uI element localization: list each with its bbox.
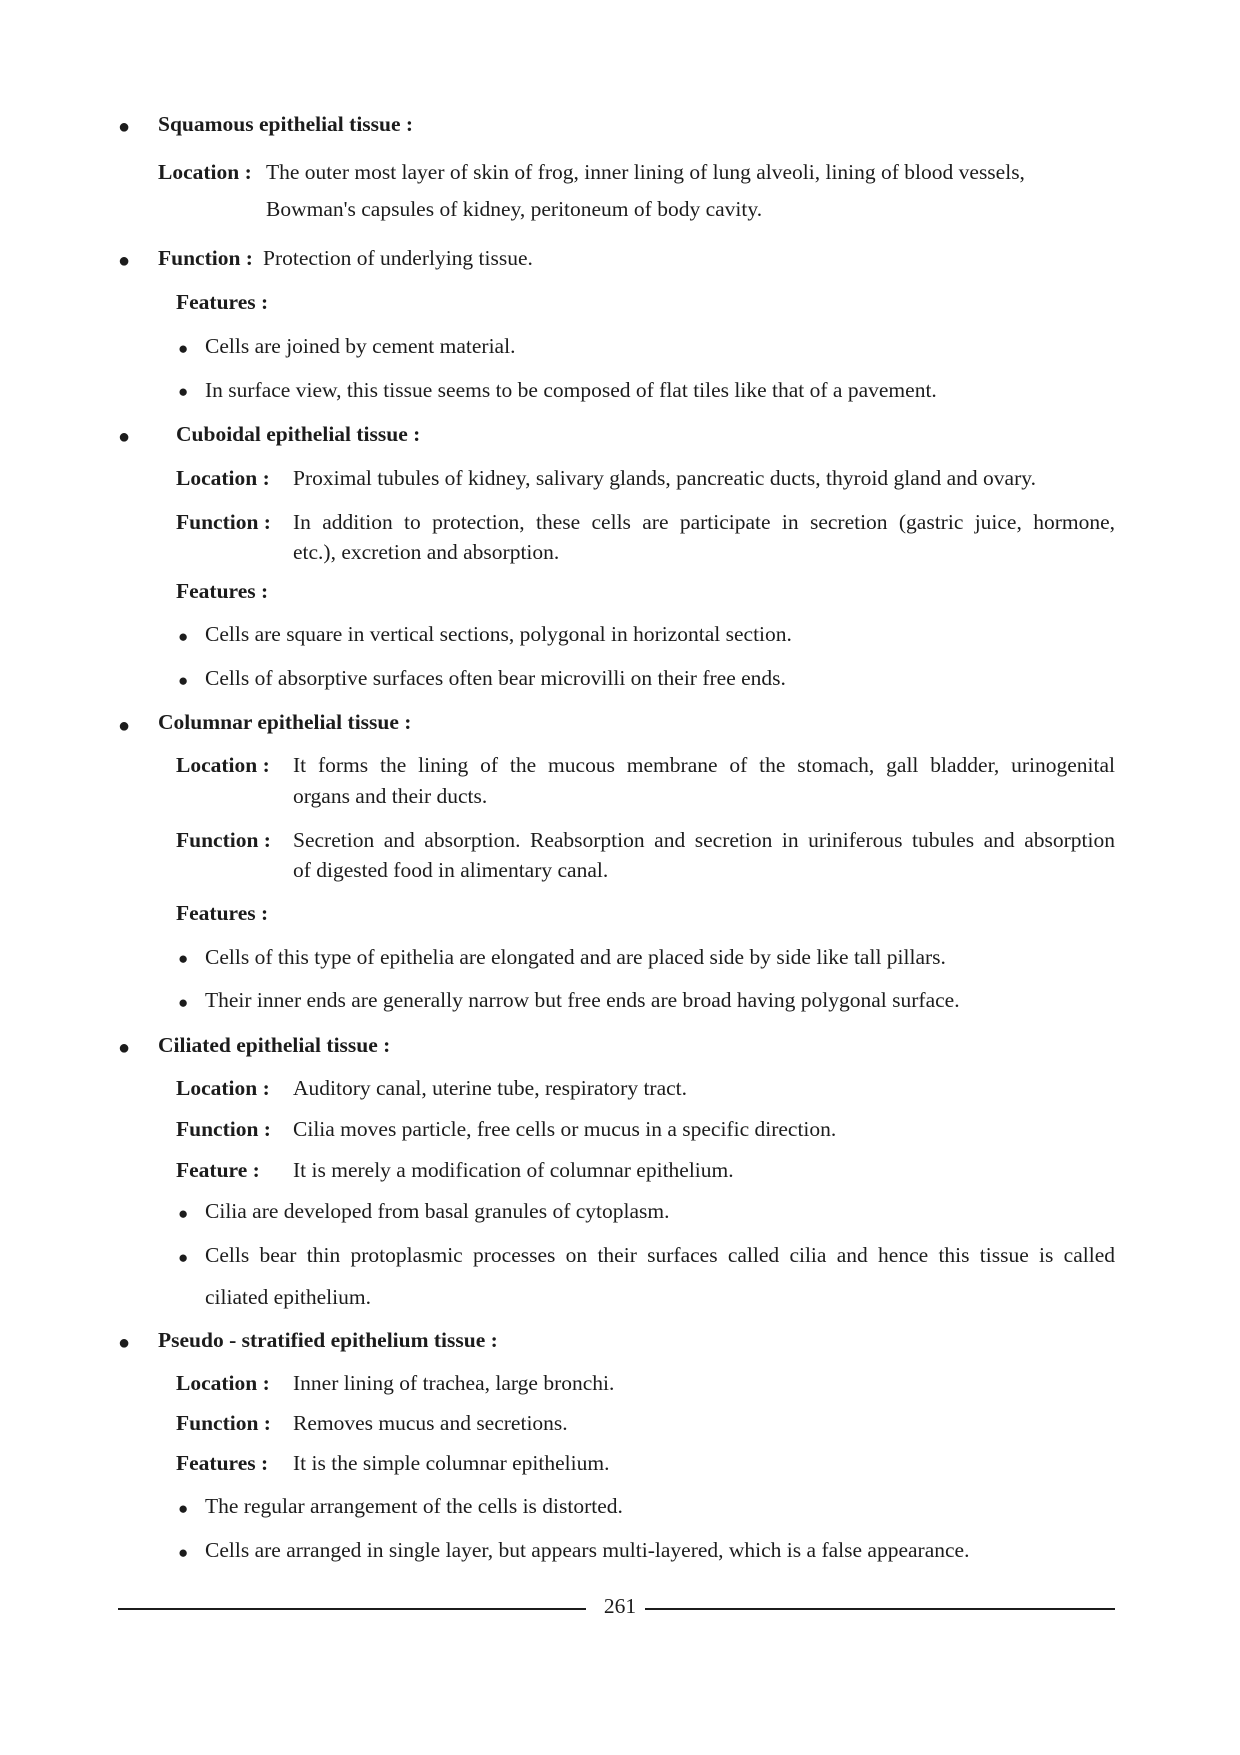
function-text: of digested food in alimentary canal. <box>293 858 609 882</box>
location-text: Inner lining of trachea, large bronchi. <box>293 1371 615 1395</box>
feature-text: It is merely a modification of columnar epithelium. <box>293 1158 734 1182</box>
bullet-icon: ● <box>178 1204 189 1223</box>
function-text: In addition to protection, these cells are participate in secretion (gastric juice, hormone, <box>293 510 1115 534</box>
location-text: It forms the lining of the mucous membrane of the stomach, gall bladder, urinogenital <box>293 753 1115 777</box>
feature-item: Cells of this type of epithelia are elongated and are placed side by side like tall pillars. <box>205 945 946 969</box>
bullet-icon: ● <box>178 1499 189 1518</box>
bullet-icon: ● <box>178 1543 189 1562</box>
location-text: Bowman's capsules of kidney, peritoneum of body cavity. <box>266 197 763 221</box>
location-label: Location : <box>176 753 270 777</box>
section-title-columnar: Columnar epithelial tissue : <box>158 710 412 734</box>
section-title-cuboidal: Cuboidal epithelial tissue : <box>176 422 421 446</box>
feature-item: Cells are arranged in single layer, but appears multi-layered, which is a false appearance. <box>205 1538 970 1562</box>
feature-item: Cilia are developed from basal granules of cytoplasm. <box>205 1199 670 1223</box>
section-title-pseudo-stratified: Pseudo - stratified epithelium tissue : <box>158 1328 498 1352</box>
bullet-icon: ● <box>118 1332 131 1354</box>
footer-rule-left <box>118 1608 586 1610</box>
page-number: 261 <box>603 1594 637 1618</box>
function-label: Function : <box>176 1117 271 1141</box>
feature-label: Feature : <box>176 1158 260 1182</box>
features-label: Features : <box>176 579 269 603</box>
location-label: Location : <box>176 466 270 490</box>
bullet-icon: ● <box>178 671 189 690</box>
location-text: The outer most layer of skin of frog, inner lining of lung alveoli, lining of blood vessels, <box>266 160 1025 184</box>
features-label: Features : <box>176 1451 269 1475</box>
bullet-icon: ● <box>178 339 189 358</box>
bullet-icon: ● <box>118 116 131 138</box>
bullet-icon: ● <box>178 1248 189 1267</box>
location-label: Location : <box>158 160 252 184</box>
bullet-icon: ● <box>118 1037 131 1059</box>
bullet-icon: ● <box>178 627 189 646</box>
footer-rule-right <box>645 1608 1115 1610</box>
feature-item: Their inner ends are generally narrow but free ends are broad having polygonal surface. <box>205 988 960 1012</box>
feature-item: Cells bear thin protoplasmic processes on their surfaces called cilia and hence this tissue is called <box>205 1243 1115 1267</box>
function-label: Function : <box>176 828 271 852</box>
bullet-icon: ● <box>118 250 131 272</box>
feature-item: Cells are square in vertical sections, polygonal in horizontal section. <box>205 622 792 646</box>
feature-item: The regular arrangement of the cells is distorted. <box>205 1494 623 1518</box>
bullet-icon: ● <box>178 382 189 401</box>
location-label: Location : <box>176 1371 270 1395</box>
section-title-squamous: Squamous epithelial tissue : <box>158 112 414 136</box>
features-text: It is the simple columnar epithelium. <box>293 1451 610 1475</box>
bullet-icon: ● <box>118 715 131 737</box>
location-text: Proximal tubules of kidney, salivary glands, pancreatic ducts, thyroid gland and ovary. <box>293 466 1036 490</box>
location-text: Auditory canal, uterine tube, respiratory tract. <box>293 1076 688 1100</box>
feature-item: Cells are joined by cement material. <box>205 334 516 358</box>
bullet-icon: ● <box>178 993 189 1012</box>
function-label: Function : <box>176 510 271 534</box>
feature-item: Cells of absorptive surfaces often bear microvilli on their free ends. <box>205 666 786 690</box>
function-label: Function : <box>176 1411 271 1435</box>
function-text: Protection of underlying tissue. <box>263 246 533 270</box>
features-label: Features : <box>176 901 269 925</box>
function-text: Cilia moves particle, free cells or mucus in a specific direction. <box>293 1117 837 1141</box>
function-text: Secretion and absorption. Reabsorption and secretion in uriniferous tubules and absorption <box>293 828 1115 852</box>
bullet-icon: ● <box>118 426 131 448</box>
function-text: Removes mucus and secretions. <box>293 1411 568 1435</box>
location-label: Location : <box>176 1076 270 1100</box>
function-text: etc.), excretion and absorption. <box>293 540 560 564</box>
features-label: Features : <box>176 290 269 314</box>
feature-item-continuation: ciliated epithelium. <box>205 1285 371 1309</box>
section-title-ciliated: Ciliated epithelial tissue : <box>158 1033 391 1057</box>
location-text: organs and their ducts. <box>293 784 488 808</box>
bullet-icon: ● <box>178 949 189 968</box>
feature-item: In surface view, this tissue seems to be composed of flat tiles like that of a pavement. <box>205 378 937 402</box>
function-label: Function : <box>158 246 253 270</box>
